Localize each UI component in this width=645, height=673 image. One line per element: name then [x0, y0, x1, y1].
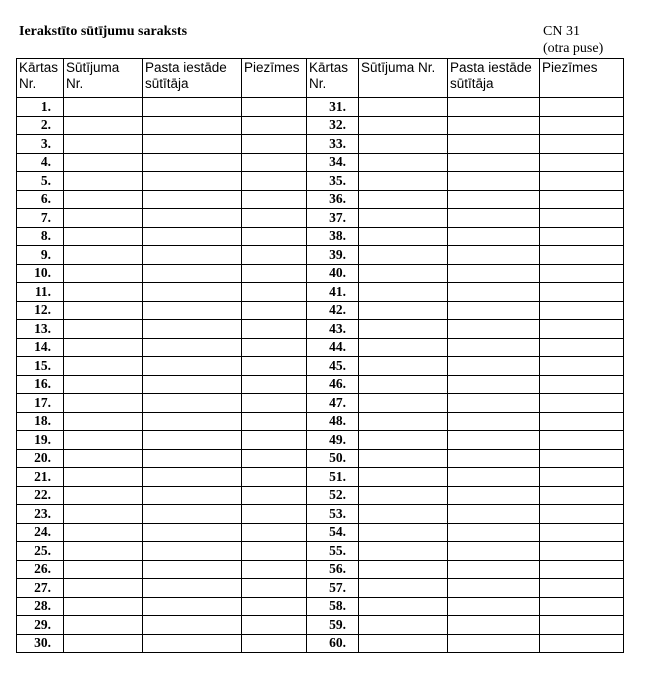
row-number-left: 16.: [17, 375, 64, 394]
form-code-block: [543, 23, 603, 57]
table-row: [17, 634, 624, 653]
item-cell-left[interactable]: [64, 375, 143, 394]
row-number-left: 1.: [17, 98, 64, 117]
row-number-right: 39.: [307, 246, 359, 265]
item-cell-right[interactable]: [359, 394, 448, 413]
item-cell-right[interactable]: [359, 616, 448, 635]
row-number-right: 34.: [307, 153, 359, 172]
office-cell-right[interactable]: [448, 431, 540, 450]
item-cell-right[interactable]: [359, 634, 448, 653]
notes-cell-right[interactable]: [540, 468, 624, 487]
row-number-right: 33.: [307, 135, 359, 154]
table-row: [17, 394, 624, 413]
office-cell-left[interactable]: [143, 172, 242, 191]
office-cell-left[interactable]: [143, 283, 242, 302]
notes-cell-right[interactable]: [540, 394, 624, 413]
office-cell-right[interactable]: [448, 209, 540, 228]
notes-cell-left[interactable]: [242, 264, 307, 283]
notes-cell-right[interactable]: [540, 542, 624, 561]
notes-cell-right[interactable]: [540, 135, 624, 154]
office-cell-right[interactable]: [448, 449, 540, 468]
table-row: [17, 135, 624, 154]
item-cell-left[interactable]: [64, 505, 143, 524]
row-number-left: 21.: [17, 468, 64, 487]
notes-cell-left[interactable]: [242, 505, 307, 524]
item-cell-right[interactable]: [359, 283, 448, 302]
notes-cell-right[interactable]: [540, 153, 624, 172]
office-cell-right[interactable]: [448, 505, 540, 524]
item-cell-right[interactable]: [359, 209, 448, 228]
row-number-left: 27.: [17, 579, 64, 598]
row-number-left: 3.: [17, 135, 64, 154]
notes-cell-left[interactable]: [242, 431, 307, 450]
header-office-right: Pasta iestāde sūtītāja: [448, 59, 540, 98]
form-code: CN 31: [543, 24, 580, 39]
office-cell-right[interactable]: [448, 301, 540, 320]
item-cell-right[interactable]: [359, 172, 448, 191]
row-number-left: 25.: [17, 542, 64, 561]
notes-cell-right[interactable]: [540, 375, 624, 394]
row-number-left: 20.: [17, 449, 64, 468]
office-cell-left[interactable]: [143, 246, 242, 265]
office-cell-right[interactable]: [448, 172, 540, 191]
item-cell-left[interactable]: [64, 357, 143, 376]
row-number-right: 58.: [307, 597, 359, 616]
office-cell-right[interactable]: [448, 542, 540, 561]
office-cell-left[interactable]: [143, 560, 242, 579]
row-number-left: 12.: [17, 301, 64, 320]
row-number-left: 23.: [17, 505, 64, 524]
item-cell-left[interactable]: [64, 597, 143, 616]
notes-cell-right[interactable]: [540, 486, 624, 505]
table-row: [17, 320, 624, 339]
row-number-right: 59.: [307, 616, 359, 635]
item-cell-left[interactable]: [64, 116, 143, 135]
item-cell-right[interactable]: [359, 449, 448, 468]
office-cell-left[interactable]: [143, 227, 242, 246]
item-cell-right[interactable]: [359, 227, 448, 246]
row-number-left: 5.: [17, 172, 64, 191]
item-cell-left[interactable]: [64, 320, 143, 339]
notes-cell-right[interactable]: [540, 190, 624, 209]
office-cell-left[interactable]: [143, 597, 242, 616]
office-cell-right[interactable]: [448, 283, 540, 302]
item-cell-right[interactable]: [359, 338, 448, 357]
notes-cell-right[interactable]: [540, 283, 624, 302]
table-row: [17, 412, 624, 431]
item-cell-left[interactable]: [64, 135, 143, 154]
office-cell-left[interactable]: [143, 301, 242, 320]
row-number-left: 14.: [17, 338, 64, 357]
row-number-left: 8.: [17, 227, 64, 246]
item-cell-right[interactable]: [359, 523, 448, 542]
row-number-left: 26.: [17, 560, 64, 579]
item-cell-left[interactable]: [64, 634, 143, 653]
table-row: [17, 264, 624, 283]
header-row: [17, 59, 624, 98]
item-cell-left[interactable]: [64, 301, 143, 320]
notes-cell-left[interactable]: [242, 172, 307, 191]
table-row: [17, 468, 624, 487]
row-number-right: 47.: [307, 394, 359, 413]
item-cell-right[interactable]: [359, 486, 448, 505]
office-cell-right[interactable]: [448, 634, 540, 653]
row-number-left: 4.: [17, 153, 64, 172]
item-cell-left[interactable]: [64, 579, 143, 598]
row-number-left: 17.: [17, 394, 64, 413]
office-cell-right[interactable]: [448, 394, 540, 413]
header-item-right: Sūtījuma Nr.: [359, 59, 448, 98]
row-number-right: 60.: [307, 634, 359, 653]
item-cell-right[interactable]: [359, 412, 448, 431]
office-cell-right[interactable]: [448, 153, 540, 172]
header-office-left: Pasta iestāde sūtītāja: [143, 59, 242, 98]
row-number-right: 37.: [307, 209, 359, 228]
office-cell-left[interactable]: [143, 616, 242, 635]
notes-cell-right[interactable]: [540, 227, 624, 246]
item-cell-left[interactable]: [64, 616, 143, 635]
office-cell-right[interactable]: [448, 468, 540, 487]
office-cell-left[interactable]: [143, 209, 242, 228]
row-number-right: 52.: [307, 486, 359, 505]
row-number-right: 40.: [307, 264, 359, 283]
notes-cell-right[interactable]: [540, 357, 624, 376]
notes-cell-left[interactable]: [242, 283, 307, 302]
item-cell-right[interactable]: [359, 468, 448, 487]
notes-cell-left[interactable]: [242, 634, 307, 653]
row-number-right: 51.: [307, 468, 359, 487]
notes-cell-left[interactable]: [242, 449, 307, 468]
item-cell-right[interactable]: [359, 560, 448, 579]
office-cell-right[interactable]: [448, 190, 540, 209]
office-cell-right[interactable]: [448, 486, 540, 505]
notes-cell-right[interactable]: [540, 412, 624, 431]
notes-cell-right[interactable]: [540, 597, 624, 616]
notes-cell-left[interactable]: [242, 412, 307, 431]
office-cell-left[interactable]: [143, 116, 242, 135]
row-number-left: 6.: [17, 190, 64, 209]
notes-cell-right[interactable]: [540, 616, 624, 635]
table-row: [17, 616, 624, 635]
row-number-left: 7.: [17, 209, 64, 228]
office-cell-left[interactable]: [143, 449, 242, 468]
notes-cell-left[interactable]: [242, 560, 307, 579]
office-cell-right[interactable]: [448, 116, 540, 135]
row-number-left: 18.: [17, 412, 64, 431]
notes-cell-left[interactable]: [242, 153, 307, 172]
notes-cell-left[interactable]: [242, 357, 307, 376]
office-cell-right[interactable]: [448, 560, 540, 579]
row-number-left: 11.: [17, 283, 64, 302]
office-cell-right[interactable]: [448, 579, 540, 598]
row-number-left: 28.: [17, 597, 64, 616]
row-number-left: 10.: [17, 264, 64, 283]
notes-cell-left[interactable]: [242, 338, 307, 357]
item-cell-left[interactable]: [64, 98, 143, 117]
notes-cell-right[interactable]: [540, 338, 624, 357]
item-cell-left[interactable]: [64, 338, 143, 357]
item-cell-left[interactable]: [64, 560, 143, 579]
item-cell-right[interactable]: [359, 135, 448, 154]
row-number-left: 9.: [17, 246, 64, 265]
item-cell-right[interactable]: [359, 505, 448, 524]
notes-cell-left[interactable]: [242, 246, 307, 265]
office-cell-left[interactable]: [143, 357, 242, 376]
table-row: [17, 597, 624, 616]
row-number-right: 54.: [307, 523, 359, 542]
office-cell-right[interactable]: [448, 357, 540, 376]
item-cell-right[interactable]: [359, 357, 448, 376]
item-cell-left[interactable]: [64, 227, 143, 246]
notes-cell-right[interactable]: [540, 579, 624, 598]
office-cell-left[interactable]: [143, 523, 242, 542]
notes-cell-right[interactable]: [540, 116, 624, 135]
office-cell-left[interactable]: [143, 190, 242, 209]
notes-cell-right[interactable]: [540, 523, 624, 542]
table-row: [17, 560, 624, 579]
item-cell-left[interactable]: [64, 172, 143, 191]
notes-cell-left[interactable]: [242, 98, 307, 117]
header-item-left: Sūtījuma Nr.: [64, 59, 143, 98]
table-row: [17, 301, 624, 320]
row-number-right: 49.: [307, 431, 359, 450]
office-cell-left[interactable]: [143, 542, 242, 561]
notes-cell-left[interactable]: [242, 579, 307, 598]
item-cell-right[interactable]: [359, 98, 448, 117]
header-notes-right: Piezīmes: [540, 59, 624, 98]
item-cell-right[interactable]: [359, 579, 448, 598]
notes-cell-right[interactable]: [540, 320, 624, 339]
item-cell-left[interactable]: [64, 431, 143, 450]
notes-cell-left[interactable]: [242, 190, 307, 209]
page-title: Ierakstīto sūtījumu saraksts: [19, 24, 188, 39]
office-cell-left[interactable]: [143, 505, 242, 524]
notes-cell-right[interactable]: [540, 172, 624, 191]
office-cell-right[interactable]: [448, 375, 540, 394]
item-cell-right[interactable]: [359, 246, 448, 265]
office-cell-right[interactable]: [448, 246, 540, 265]
notes-cell-right[interactable]: [540, 98, 624, 117]
table-row: [17, 375, 624, 394]
office-cell-right[interactable]: [448, 264, 540, 283]
notes-cell-right[interactable]: [540, 431, 624, 450]
row-number-right: 56.: [307, 560, 359, 579]
notes-cell-right[interactable]: [540, 449, 624, 468]
notes-cell-left[interactable]: [242, 468, 307, 487]
notes-cell-right[interactable]: [540, 634, 624, 653]
office-cell-left[interactable]: [143, 394, 242, 413]
table-row: [17, 338, 624, 357]
office-cell-left[interactable]: [143, 468, 242, 487]
item-cell-right[interactable]: [359, 301, 448, 320]
row-number-left: 30.: [17, 634, 64, 653]
item-cell-right[interactable]: [359, 153, 448, 172]
table-row: [17, 172, 624, 191]
office-cell-left[interactable]: [143, 153, 242, 172]
row-number-right: 31.: [307, 98, 359, 117]
table-row: [17, 190, 624, 209]
table-row: [17, 431, 624, 450]
item-cell-right[interactable]: [359, 431, 448, 450]
notes-cell-right[interactable]: [540, 301, 624, 320]
table-row: [17, 579, 624, 598]
row-number-left: 19.: [17, 431, 64, 450]
notes-cell-left[interactable]: [242, 375, 307, 394]
item-cell-left[interactable]: [64, 153, 143, 172]
office-cell-left[interactable]: [143, 634, 242, 653]
office-cell-right[interactable]: [448, 135, 540, 154]
notes-cell-left[interactable]: [242, 320, 307, 339]
table-row: [17, 283, 624, 302]
notes-cell-left[interactable]: [242, 209, 307, 228]
form-side: (otra puse): [543, 41, 604, 56]
row-number-right: 41.: [307, 283, 359, 302]
table-row: [17, 523, 624, 542]
office-cell-left[interactable]: [143, 486, 242, 505]
item-cell-right[interactable]: [359, 375, 448, 394]
row-number-left: 13.: [17, 320, 64, 339]
row-number-right: 38.: [307, 227, 359, 246]
table-row: [17, 246, 624, 265]
notes-cell-right[interactable]: [540, 209, 624, 228]
row-number-right: 36.: [307, 190, 359, 209]
item-cell-left[interactable]: [64, 246, 143, 265]
notes-cell-left[interactable]: [242, 394, 307, 413]
notes-cell-left[interactable]: [242, 597, 307, 616]
notes-cell-right[interactable]: [540, 505, 624, 524]
row-number-left: 29.: [17, 616, 64, 635]
row-number-left: 15.: [17, 357, 64, 376]
notes-cell-left[interactable]: [242, 542, 307, 561]
item-cell-right[interactable]: [359, 597, 448, 616]
notes-cell-left[interactable]: [242, 523, 307, 542]
item-cell-left[interactable]: [64, 190, 143, 209]
row-number-left: 24.: [17, 523, 64, 542]
row-number-right: 32.: [307, 116, 359, 135]
item-cell-left[interactable]: [64, 209, 143, 228]
office-cell-right[interactable]: [448, 616, 540, 635]
row-number-right: 44.: [307, 338, 359, 357]
item-cell-right[interactable]: [359, 264, 448, 283]
row-number-right: 35.: [307, 172, 359, 191]
header-order-left: Kārtas Nr.: [17, 59, 64, 98]
table-row: [17, 98, 624, 117]
row-number-right: 48.: [307, 412, 359, 431]
office-cell-left[interactable]: [143, 338, 242, 357]
row-number-right: 46.: [307, 375, 359, 394]
item-cell-left[interactable]: [64, 523, 143, 542]
item-cell-left[interactable]: [64, 542, 143, 561]
table-row: [17, 357, 624, 376]
table-row: [17, 227, 624, 246]
row-number-left: 2.: [17, 116, 64, 135]
notes-cell-left[interactable]: [242, 135, 307, 154]
row-number-right: 57.: [307, 579, 359, 598]
row-number-right: 50.: [307, 449, 359, 468]
item-cell-left[interactable]: [64, 394, 143, 413]
item-cell-left[interactable]: [64, 412, 143, 431]
table-row: [17, 542, 624, 561]
office-cell-left[interactable]: [143, 579, 242, 598]
notes-cell-right[interactable]: [540, 560, 624, 579]
item-cell-left[interactable]: [64, 486, 143, 505]
item-cell-left[interactable]: [64, 283, 143, 302]
item-cell-left[interactable]: [64, 449, 143, 468]
notes-cell-right[interactable]: [540, 246, 624, 265]
item-cell-right[interactable]: [359, 320, 448, 339]
item-cell-right[interactable]: [359, 116, 448, 135]
office-cell-right[interactable]: [448, 98, 540, 117]
header-notes-left: Piezīmes: [242, 59, 307, 98]
notes-cell-left[interactable]: [242, 486, 307, 505]
office-cell-right[interactable]: [448, 227, 540, 246]
table-row: [17, 209, 624, 228]
office-cell-right[interactable]: [448, 338, 540, 357]
row-number-left: 22.: [17, 486, 64, 505]
item-cell-left[interactable]: [64, 468, 143, 487]
office-cell-left[interactable]: [143, 320, 242, 339]
notes-cell-right[interactable]: [540, 264, 624, 283]
office-cell-right[interactable]: [448, 523, 540, 542]
office-cell-left[interactable]: [143, 431, 242, 450]
table-row: [17, 449, 624, 468]
table-row: [17, 505, 624, 524]
item-cell-right[interactable]: [359, 190, 448, 209]
row-number-right: 53.: [307, 505, 359, 524]
items-table: [16, 58, 624, 653]
item-cell-left[interactable]: [64, 264, 143, 283]
row-number-right: 45.: [307, 357, 359, 376]
notes-cell-left[interactable]: [242, 301, 307, 320]
notes-cell-left[interactable]: [242, 227, 307, 246]
notes-cell-left[interactable]: [242, 616, 307, 635]
office-cell-right[interactable]: [448, 597, 540, 616]
office-cell-left[interactable]: [143, 412, 242, 431]
table-row: [17, 486, 624, 505]
office-cell-left[interactable]: [143, 375, 242, 394]
office-cell-right[interactable]: [448, 320, 540, 339]
table-row: [17, 116, 624, 135]
office-cell-left[interactable]: [143, 135, 242, 154]
office-cell-left[interactable]: [143, 98, 242, 117]
table-row: [17, 153, 624, 172]
office-cell-left[interactable]: [143, 264, 242, 283]
notes-cell-left[interactable]: [242, 116, 307, 135]
row-number-right: 55.: [307, 542, 359, 561]
row-number-right: 42.: [307, 301, 359, 320]
header-order-right: Kārtas Nr.: [307, 59, 359, 98]
item-cell-right[interactable]: [359, 542, 448, 561]
office-cell-right[interactable]: [448, 412, 540, 431]
row-number-right: 43.: [307, 320, 359, 339]
